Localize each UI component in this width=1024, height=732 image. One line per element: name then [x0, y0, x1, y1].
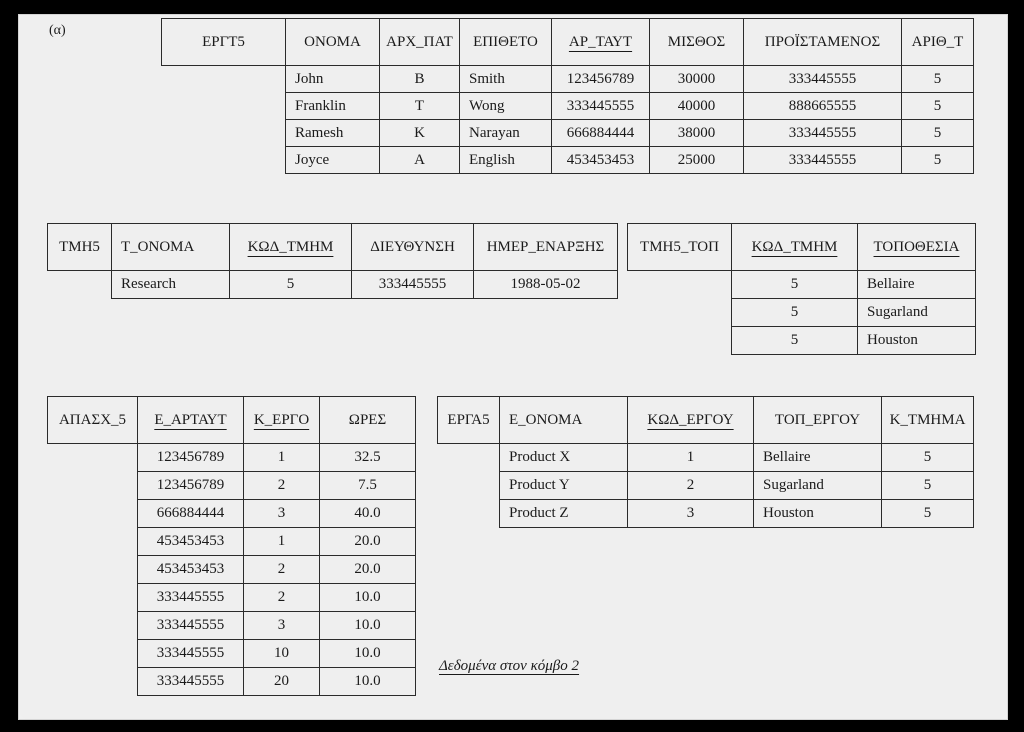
- table-cell: 5: [732, 299, 858, 327]
- table-cell: Product X: [500, 444, 628, 472]
- column-header: ΑΡΙΘ_Τ: [902, 19, 974, 66]
- table-row: [48, 472, 416, 500]
- table-cell: Sugarland: [858, 299, 976, 327]
- table-row: [48, 668, 416, 696]
- column-header: ΜΙΣΘΟΣ: [650, 19, 744, 66]
- key-attribute: Κ_ΕΡΓΟ: [253, 411, 310, 428]
- table-row: [48, 584, 416, 612]
- table-cell: 10: [244, 640, 320, 668]
- table-cell: 40000: [650, 93, 744, 120]
- column-header: [628, 397, 754, 444]
- table-cell: 666884444: [138, 500, 244, 528]
- table-row: [438, 500, 974, 528]
- table-cell: Research: [112, 271, 230, 299]
- column-header: ΕΠΙΘΕΤΟ: [460, 19, 552, 66]
- works-on-table: [47, 396, 416, 696]
- department-table: [47, 223, 618, 299]
- table-row: [162, 66, 974, 93]
- table-cell: 3: [244, 612, 320, 640]
- table-row: [48, 500, 416, 528]
- column-header: Κ_ΤΜΗΜΑ: [882, 397, 974, 444]
- key-attribute: ΚΩΔ_ΤΜΗΜ: [247, 238, 334, 255]
- projects-table: [437, 396, 974, 528]
- table-cell: Wong: [460, 93, 552, 120]
- table-cell: 1: [244, 528, 320, 556]
- table-row: [628, 327, 976, 355]
- table-cell: 453453453: [552, 147, 650, 174]
- table-row: [162, 147, 974, 174]
- table-cell: 333445555: [138, 612, 244, 640]
- table-cell: 333445555: [744, 66, 902, 93]
- table-cell: T: [380, 93, 460, 120]
- table-cell: 32.5: [320, 444, 416, 472]
- relation-name-projects: ΕΡΓΑ5: [438, 397, 500, 444]
- table-cell: 10.0: [320, 640, 416, 668]
- table-cell: 1: [244, 444, 320, 472]
- table-cell: 2: [628, 472, 754, 500]
- column-header: [732, 224, 858, 271]
- table-cell: 5: [882, 472, 974, 500]
- column-header: ΠΡΟΪΣΤΑΜΕΝΟΣ: [744, 19, 902, 66]
- table-cell: Joyce: [286, 147, 380, 174]
- table-cell: 5: [882, 444, 974, 472]
- table-cell: 1988-05-02: [474, 271, 618, 299]
- column-header: Ε_ΟΝΟΜΑ: [500, 397, 628, 444]
- table-row: [48, 556, 416, 584]
- table-cell: John: [286, 66, 380, 93]
- table-cell: 20.0: [320, 528, 416, 556]
- table-cell: 1: [628, 444, 754, 472]
- table-cell: K: [380, 120, 460, 147]
- table-cell: Product Z: [500, 500, 628, 528]
- table-cell: 453453453: [138, 528, 244, 556]
- table-row: [48, 444, 416, 472]
- table-cell: 123456789: [552, 66, 650, 93]
- table-cell: 888665555: [744, 93, 902, 120]
- key-attribute: ΤΟΠΟΘΕΣΙΑ: [873, 238, 960, 255]
- table-cell: 25000: [650, 147, 744, 174]
- table-cell: 123456789: [138, 472, 244, 500]
- table-cell: 5: [902, 147, 974, 174]
- relation-name-dept-locations: ΤΜΗ5_ΤΟΠ: [628, 224, 732, 271]
- table-cell: 10.0: [320, 584, 416, 612]
- column-header: [138, 397, 244, 444]
- table-cell: 5: [732, 327, 858, 355]
- table-cell: 333445555: [138, 584, 244, 612]
- table-row: [162, 120, 974, 147]
- column-header: Τ_ΟΝΟΜΑ: [112, 224, 230, 271]
- column-header: ΤΟΠ_ΕΡΓΟΥ: [754, 397, 882, 444]
- table-cell: Bellaire: [858, 271, 976, 299]
- table-row: [48, 528, 416, 556]
- table-cell: Franklin: [286, 93, 380, 120]
- table-cell: 20.0: [320, 556, 416, 584]
- column-header: ΑΡΧ_ΠΑΤ: [380, 19, 460, 66]
- table-cell: Smith: [460, 66, 552, 93]
- table-cell: 10.0: [320, 612, 416, 640]
- table-cell: 333445555: [138, 668, 244, 696]
- table-cell: 2: [244, 472, 320, 500]
- column-header: [244, 397, 320, 444]
- table-cell: 3: [244, 500, 320, 528]
- employee-table: [161, 18, 974, 174]
- table-cell: Houston: [754, 500, 882, 528]
- table-cell: B: [380, 66, 460, 93]
- table-cell: 30000: [650, 66, 744, 93]
- table-row: [438, 472, 974, 500]
- table-cell: 10.0: [320, 668, 416, 696]
- table-cell: 2: [244, 584, 320, 612]
- column-header: [230, 224, 352, 271]
- table-cell: Houston: [858, 327, 976, 355]
- relation-name-employee: ΕΡΓΤ5: [162, 19, 286, 66]
- table-cell: 453453453: [138, 556, 244, 584]
- table-cell: Narayan: [460, 120, 552, 147]
- table-cell: 5: [902, 93, 974, 120]
- table-cell: 333445555: [352, 271, 474, 299]
- column-header: ΟΝΟΜΑ: [286, 19, 380, 66]
- table-row: [438, 444, 974, 472]
- table-cell: 333445555: [552, 93, 650, 120]
- table-cell: 333445555: [744, 147, 902, 174]
- table-row: [162, 93, 974, 120]
- table-cell: Product Y: [500, 472, 628, 500]
- table-row: [628, 299, 976, 327]
- table-cell: 5: [902, 120, 974, 147]
- table-cell: English: [460, 147, 552, 174]
- document-page: [18, 14, 1008, 720]
- table-cell: 666884444: [552, 120, 650, 147]
- table-cell: 3: [628, 500, 754, 528]
- column-header: [858, 224, 976, 271]
- key-attribute: ΑΡ_ΤΑΥΤ: [568, 33, 633, 50]
- table-row: [48, 640, 416, 668]
- relation-name-department: ΤΜΗ5: [48, 224, 112, 271]
- table-cell: 5: [732, 271, 858, 299]
- key-attribute: Ε_ΑΡΤΑΥΤ: [154, 411, 227, 428]
- table-cell: Bellaire: [754, 444, 882, 472]
- table-cell: 333445555: [138, 640, 244, 668]
- relation-name-works-on: ΑΠΑΣΧ_5: [48, 397, 138, 444]
- table-cell: 40.0: [320, 500, 416, 528]
- table-cell: 2: [244, 556, 320, 584]
- table-cell: 5: [902, 66, 974, 93]
- table-cell: 123456789: [138, 444, 244, 472]
- key-attribute: ΚΩΔ_ΕΡΓΟΥ: [647, 411, 734, 428]
- table-row: [628, 271, 976, 299]
- table-cell: 5: [230, 271, 352, 299]
- column-header: ΗΜΕΡ_ΕΝΑΡΞΗΣ: [474, 224, 618, 271]
- table-cell: 5: [882, 500, 974, 528]
- column-header: [552, 19, 650, 66]
- table-cell: A: [380, 147, 460, 174]
- column-header: ΔΙΕΥΘΥΝΣΗ: [352, 224, 474, 271]
- node-caption: Δεδομένα στον κόμβο 2: [439, 658, 580, 674]
- dept-locations-table: [627, 223, 976, 355]
- table-row: [48, 271, 618, 299]
- key-attribute: ΚΩΔ_ΤΜΗΜ: [751, 238, 838, 255]
- table-cell: 38000: [650, 120, 744, 147]
- table-cell: 7.5: [320, 472, 416, 500]
- table-cell: Ramesh: [286, 120, 380, 147]
- table-cell: 333445555: [744, 120, 902, 147]
- column-header: ΩΡΕΣ: [320, 397, 416, 444]
- figure-label: (α): [49, 23, 66, 38]
- table-cell: Sugarland: [754, 472, 882, 500]
- table-row: [48, 612, 416, 640]
- table-cell: 20: [244, 668, 320, 696]
